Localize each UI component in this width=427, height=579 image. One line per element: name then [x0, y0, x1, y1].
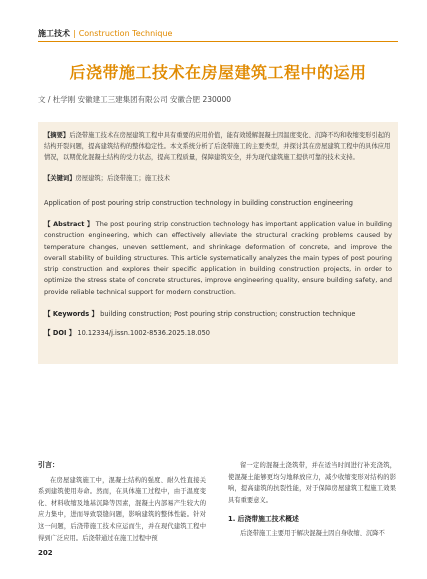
abstract-box	[38, 122, 398, 364]
intro-paragraph: 在房屋建筑施工中，混凝土结构的强度、耐久性直接关系到建筑使用寿命。然而，在具体施工过程中，由于温度变化、材料收缩及地基沉降等因素，混凝土内部易产生较大的应力集中，进而导致裂缝问题，影响建筑的整体性能。针对这一问题，后浇带施工技术应运而生，并在现代建筑工程中得到广泛应用。后浇带通过在施工过程中预	[38, 476, 206, 542]
section-name-en: Construction Technique	[78, 29, 173, 38]
abstract-en-text: The post pouring strip construction technology has important application value in building construction engineering, which can effectively alleviate the structural cracking problems caused by temperature changes, uneven settlement, and shrinkage deformation of concrete, and improve the overall stability of building structures. This article systematically analyzes the main types of post pouring strip construction and explores their specific application in building construction projects, in order to optimize the stress state of concrete structures, improve engineering quality, ensure building safety, and provide reliable technical support for modern construction.	[44, 220, 392, 296]
author-line: 文 / 杜学刚 安徽建工三建集团有限公司 安徽合肥 230000	[38, 95, 232, 104]
doi-label: 【 DOI 】	[44, 329, 76, 338]
abstract-en	[44, 219, 392, 298]
abstract-cn	[44, 130, 392, 163]
article-title: 后浇带施工技术在房屋建筑工程中的运用	[69, 63, 367, 82]
body-column-left	[38, 460, 206, 544]
keywords-en-label: 【 Keywords 】	[44, 310, 99, 319]
abstract-cn-label: 【摘要】	[44, 132, 70, 139]
page-number: 202	[38, 549, 53, 557]
doi-line	[44, 328, 392, 339]
keywords-cn-text: 房屋建筑；后浇带施工；施工技术	[75, 175, 170, 182]
body-column-right	[228, 460, 396, 540]
doi-text: 10.12334/j.issn.1002-8536.2025.18.050	[77, 329, 210, 338]
header-rule	[38, 41, 398, 42]
header-separator: |	[73, 29, 76, 38]
section-1-paragraph: 后浇带施工主要用于解决混凝土因自身收缩、沉降不	[240, 529, 385, 537]
keywords-cn	[44, 173, 392, 184]
section-header	[38, 27, 398, 41]
keywords-cn-label: 【关键词】	[44, 175, 76, 182]
abstract-en-label: 【 Abstract 】	[44, 220, 94, 228]
section-name-cn: 施工技术	[38, 29, 70, 38]
section-1-heading: 1. 后浇带施工技术概述	[228, 515, 299, 524]
keywords-en-text: building construction; Post pouring strip construction; construction technique	[100, 310, 356, 319]
english-title: Application of post pouring strip construction technology in building construction engineering	[44, 199, 353, 207]
abstract-cn-text: 后浇带施工技术在房屋建筑工程中具有重要的应用价值，能有效缓解混凝土因温度变化、沉降不均和收缩变形引起的结构开裂问题，提高建筑结构的整体稳定性。本文系统分析了后浇带施工的主要类型，并探讨其在房屋建筑工程中的具体应用情况，以期优化混凝土结构的受力状态，提高工程质量，保障建筑安全，并为现代建筑施工提供可靠的技术支持。	[44, 132, 391, 161]
intro-heading: 引言：	[38, 461, 59, 469]
keywords-en	[44, 309, 392, 320]
intro-continued-paragraph: 留一定的混凝土浇筑带，并在适当时间进行补充浇筑，使混凝土能够更均匀地释放应力，减少收缩变形对结构的影响，提高建筑的抗裂性能，对于保障房屋建筑工程施工效果具有重要意义。	[228, 462, 396, 504]
